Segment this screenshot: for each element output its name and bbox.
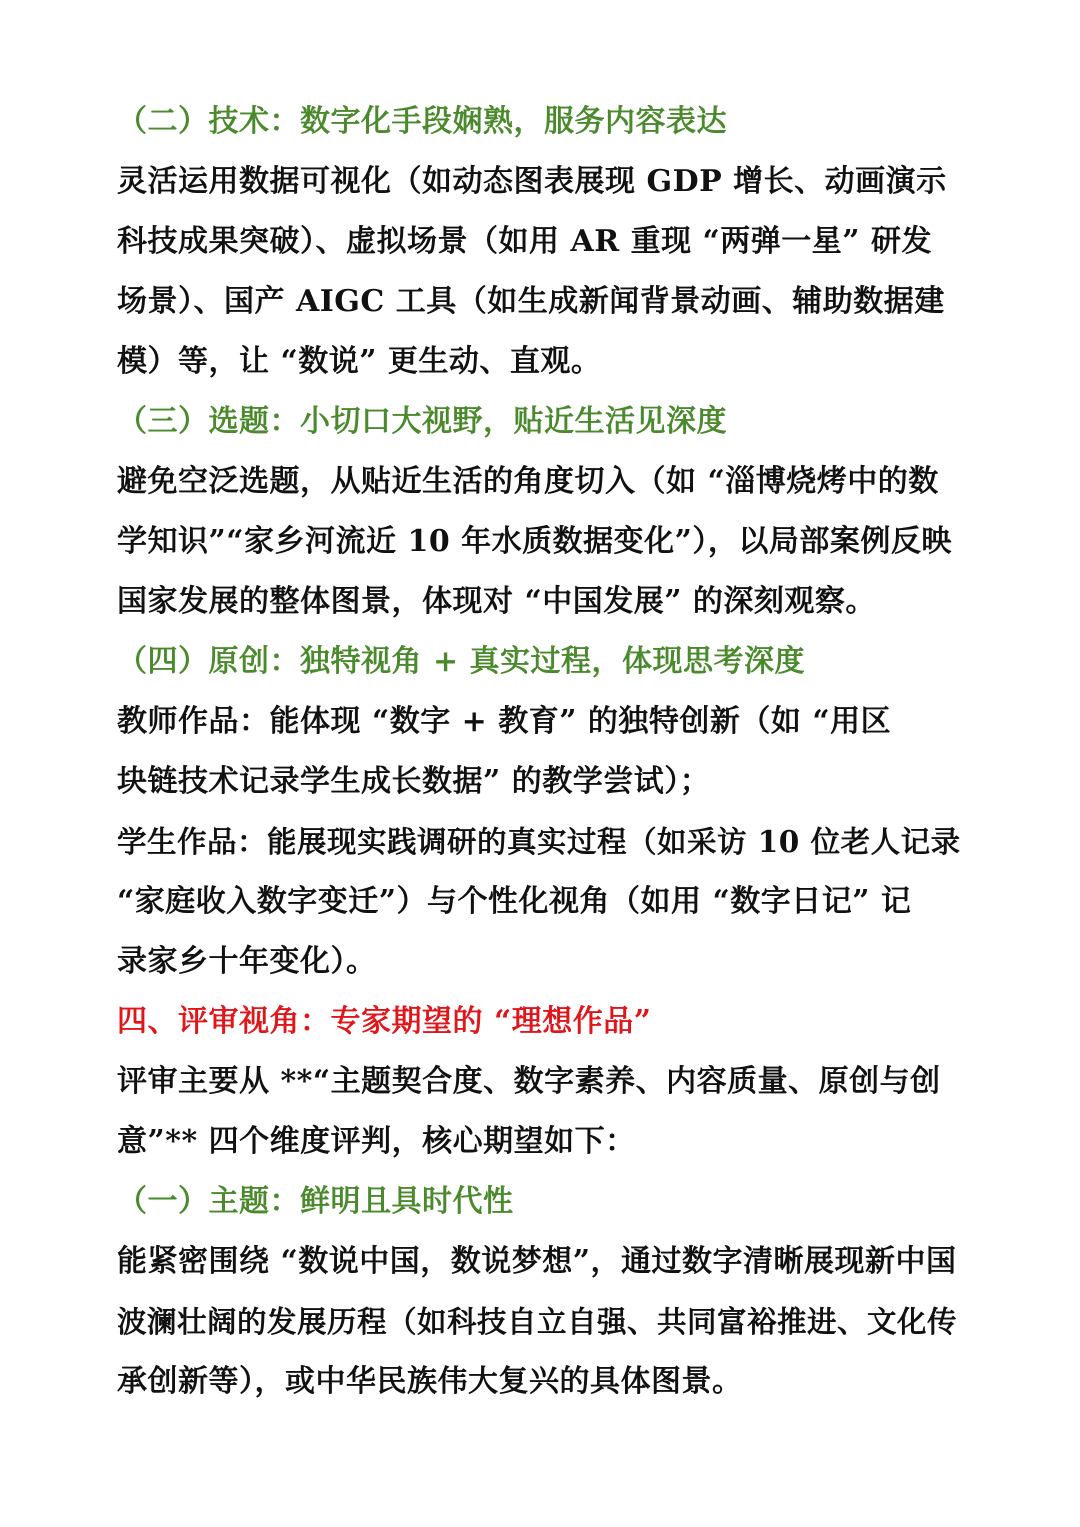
paragraph-line: 灵活运用数据可视化（如动态图表展现 GDP 增长、动画演示	[117, 164, 947, 199]
subheading-topic-selection: （三）选题：小切口大视野，贴近生活见深度	[117, 404, 727, 439]
paragraph-line: 国家发展的整体图景，体现对 “中国发展” 的深刻观察。	[117, 584, 876, 619]
paragraph-line: 录家乡十年变化）。	[117, 944, 377, 979]
section-theme	[117, 1172, 967, 1412]
subheading-technology: （二）技术：数字化手段娴熟，服务内容表达	[117, 104, 727, 139]
paragraph-line: 意”** 四个维度评判，核心期望如下：	[117, 1124, 636, 1159]
paragraph-line: 模）等，让 “数说” 更生动、直观。	[117, 344, 602, 379]
section-technology	[117, 92, 967, 392]
paragraph-line: 学知识”“家乡河流近 10 年水质数据变化”），以局部案例反映	[117, 524, 952, 559]
paragraph-line: “家庭收入数字变迁”）与个性化视角（如用 “数字日记” 记	[117, 884, 912, 919]
section-topic-selection	[117, 392, 967, 632]
paragraph-line: 评审主要从 **“主题契合度、数字素养、内容质量、原创与创	[117, 1064, 941, 1099]
paragraph-line: 承创新等），或中华民族伟大复兴的具体图景。	[117, 1364, 743, 1399]
document-page	[117, 92, 967, 1412]
paragraph-line: 学生作品：能展现实践调研的真实过程（如采访 10 位老人记录	[117, 824, 961, 859]
paragraph-line: 科技成果突破）、虚拟场景（如用 AR 重现 “两弹一星” 研发	[117, 224, 932, 259]
main-heading-review-perspective: 四、评审视角：专家期望的 “理想作品”	[117, 1004, 652, 1039]
paragraph-line: 波澜壮阔的发展历程（如科技自立自强、共同富裕推进、文化传	[117, 1304, 958, 1339]
paragraph-line: 避免空泛选题，从贴近生活的角度切入（如 “淄博烧烤中的数	[117, 464, 939, 499]
section-originality	[117, 632, 967, 992]
paragraph-line: 场景）、国产 AIGC 工具（如生成新闻背景动画、辅助数据建	[117, 284, 945, 319]
paragraph-line: 教师作品：能体现 “数字 + 教育” 的独特创新（如 “用区	[117, 704, 892, 739]
subheading-originality: （四）原创：独特视角 + 真实过程，体现思考深度	[117, 644, 806, 679]
paragraph-line: 能紧密围绕 “数说中国，数说梦想”，通过数字清晰展现新中国	[117, 1244, 957, 1279]
section-review-perspective	[117, 992, 967, 1172]
paragraph-line: 块链技术记录学生成长数据” 的教学尝试）；	[117, 764, 711, 799]
subheading-theme: （一）主题：鲜明且具时代性	[117, 1184, 514, 1219]
